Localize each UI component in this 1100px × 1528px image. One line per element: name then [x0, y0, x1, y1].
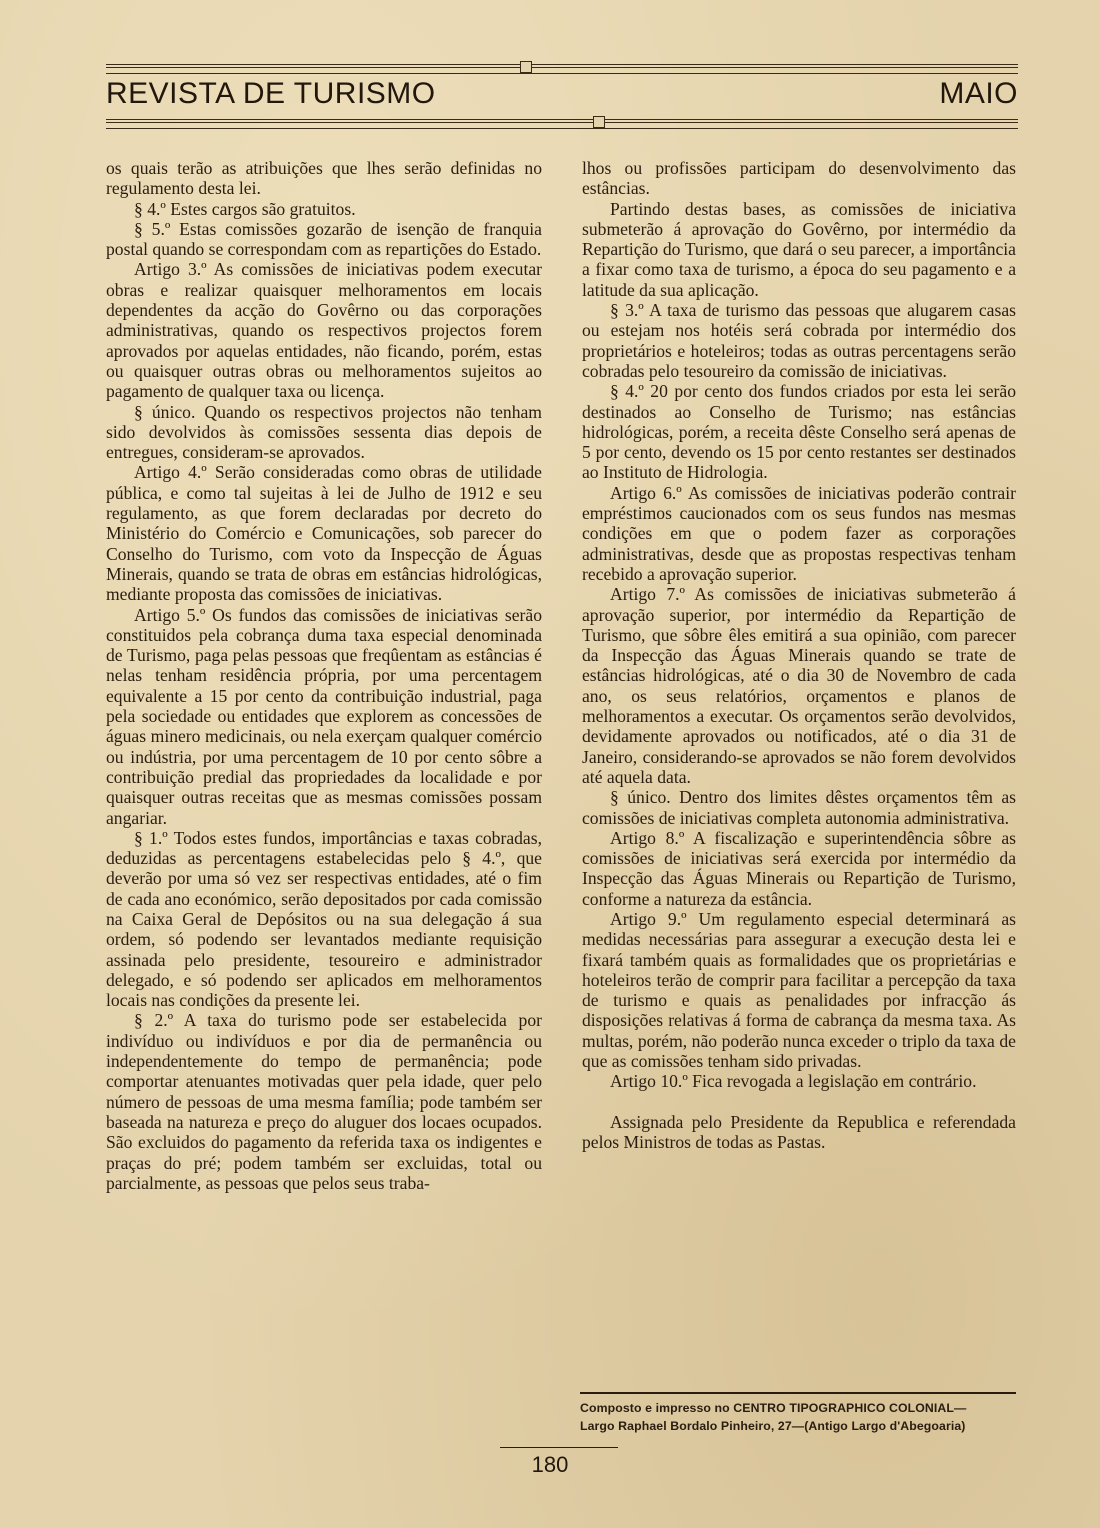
printer-imprint [580, 1392, 1016, 1435]
imprint-line: Composto e impresso no CENTRO TIPOGRAPHICO COLONIAL— [580, 1401, 967, 1415]
paragraph: Artigo 10.º Fica revogada a legislação em contrário. [610, 1071, 977, 1092]
header-top-ornament [520, 61, 532, 73]
paragraph: § 5.º Estas comissões gozarão de isenção de franquia postal quando se correspondam com as repartições do Estado. [106, 218, 542, 260]
header-top-rule [106, 64, 1018, 74]
header-bottom-rule [106, 119, 1018, 129]
closing-statement: Assignada pelo Presidente da Republica e referendada pelos Ministros de todas as Pastas. [582, 1111, 1016, 1152]
paragraph: os quais terão as atribuições que lhes serão definidas no regulamento desta lei. [106, 158, 542, 199]
spacer [582, 1092, 1016, 1112]
paragraph: Artigo 7.º As comissões de iniciativas submeterão á aprovação superior, por intermédio da Repartição de Turismo, que sôbre êles emitirá a sua opinião, com parecer da Inspecção das Águas Minerais quando se trate de estâncias hidrológicas, até o dia 30 de Novembro de cada ano, os seus relatórios, orçamentos e planos de melhoramentos a executar. Os orçamentos serão devolvidos, devidamente aprovados ou notificados, até o dia 31 de Janeiro, considerando-se aprovados se não forem devolvidos até aquela data. [582, 584, 1016, 787]
magazine-title: REVISTA DE TURISMO [106, 77, 436, 110]
page-number-rule [500, 1447, 618, 1448]
paragraph: Partindo destas bases, as comissões de iniciativa submeterão á aprovação do Govêrno, por intermédio da Repartição do Turismo, que dará o seu parecer, a importância a fixar como taxa de turismo, a época do seu pagamento e a latitude da sua aplicação. [582, 198, 1016, 300]
paragraph: Artigo 5.º Os fundos das comissões de iniciativas serão constituidos pela cobrança duma taxa especial denominada de Turismo, paga pelas pessoas que freqûentam as estâncias é nelas tenham residência própria, por uma percentagem equivalente a 15 por cento da contribuição industrial, paga pela sociedade ou entidades que explorem as concessões de águas minero medicinais, ou nela exerçam qualquer comércio ou indústria, por uma percentagem de 10 por cento sôbre a contribuição predial das propriedades da localidade e por quaisquer outras receitas que as mesmas comissões possam angariar. [106, 604, 542, 828]
paragraph: § único. Quando os respectivos projectos não tenham sido devolvidos às comissões sessenta dias depois de entregues, consideram-se aprovados. [106, 401, 542, 463]
left-text-column [106, 158, 542, 1193]
paragraph: § 1.º Todos estes fundos, importâncias e taxas cobradas, deduzidas as percentagens estabelecidas pelo § 4.º, que deverão por uma só vez ser respectivas entidades, até o fim de cada ano económico, serão depositados por cada comissão na Caixa Geral de Depósitos ou na sua delegação á sua ordem, só podendo ser levantados mediante requisição assinada pelo presidente, tesoureiro e administrador delegado, e só podendo ser aplicados em melhoramentos locais nas condições da presente lei. [106, 827, 542, 1011]
paragraph: § 4.º Estes cargos são gratuitos. [134, 198, 356, 219]
paragraph: Artigo 9.º Um regulamento especial determinará as medidas necessárias para assegurar a execução desta lei e fixará também quais as formalidades que os proprietárias e hoteleiros terão de comprir para facilitar a percepção da taxa de turismo e quais as penalidades por infracção ás disposições relativas á forma de cabrança da mesma taxa. As multas, porém, não poderão nunca exceder o triplo da taxa de que as comissões tenham sido privadas. [582, 908, 1016, 1072]
paragraph: § 4.º 20 por cento dos fundos criados por esta lei serão destinados ao Conselho de Turismo; nas estâncias hidrológicas, porém, a receita dêste Conselho será apenas de 5 por cento, devendo os 15 por cento restantes ser destinados ao Instituto de Hidrologia. [582, 381, 1016, 483]
issue-month: MAIO [939, 77, 1018, 110]
paragraph: § 2.º A taxa do turismo pode ser estabelecida por indivíduo ou indivíduos e por dia de permanência ou independentemente do tempo de permanência; pode comportar atenuantes motivadas quer pela idade, quer pelo número de pessoas de uma mesma família; pode também ser baseada na natureza e preço do aluguer dos locaes ocupados. São excluidos do pagamento da referida taxa os indigentes e praças do pré; podem também ser excluidas, total ou parcialmente, as pessoas que pelos seus traba- [106, 1010, 542, 1193]
header-bottom-ornament [593, 116, 605, 128]
right-text-column [582, 158, 1016, 1152]
paragraph: Artigo 4.º Serão consideradas como obras de utilidade pública, e como tal sujeitas à lei de Julho de 1912 e seu regulamento, as que forem declaradas por decreto do Ministério do Comércio e Comunicações, sob parecer do Conselho do Turismo, com voto da Inspecção de Águas Minerais, quando se trata de obras em estâncias hidrológicas, mediante proposta das comissões de iniciativas. [106, 462, 542, 605]
paragraph: § 3.º A taxa de turismo das pessoas que alugarem casas ou estejam nos hotéis será cobrada por intermédio dos proprietários e hoteleiros; todas as outras percentagens serão cobradas pelo tesoureiro da comissão de iniciativas. [582, 300, 1016, 381]
paragraph: Artigo 8.º A fiscalização e superintendência sôbre as comissões de iniciativas será exercida por intermédio da Inspecção das Águas Minerais ou Repartição de Turismo, conforme a natureza da estância. [582, 827, 1016, 909]
paragraph: Artigo 3.º As comissões de iniciativas podem executar obras e realizar quaisquer melhoramentos em locais dependentes da acção do Govêrno ou das corporações administrativas, quando os respectivos projectos forem aprovados por aquelas entidades, não ficando, porém, estas ou quaisquer outras obras ou melhoramentos sujeitos ao pagamento de qualquer taxa ou licença. [106, 259, 542, 402]
imprint-line: Largo Raphael Bordalo Pinheiro, 27—(Antigo Largo d'Abegoaria) [580, 1419, 966, 1433]
paragraph: lhos ou profissões participam do desenvolvimento das estâncias. [582, 158, 1016, 199]
paragraph: § único. Dentro dos limites dêstes orçamentos têm as comissões de iniciativas completa autonomia administrativa. [582, 787, 1016, 828]
page-number: 180 [531, 1452, 569, 1477]
paragraph: Artigo 6.º As comissões de iniciativas poderão contrair empréstimos caucionados com os seus fundos nas mesmas condições em que o podem fazer as corporações administrativas, desde que as propostas respectivas tenham recebido a aprovação superior. [582, 482, 1016, 584]
